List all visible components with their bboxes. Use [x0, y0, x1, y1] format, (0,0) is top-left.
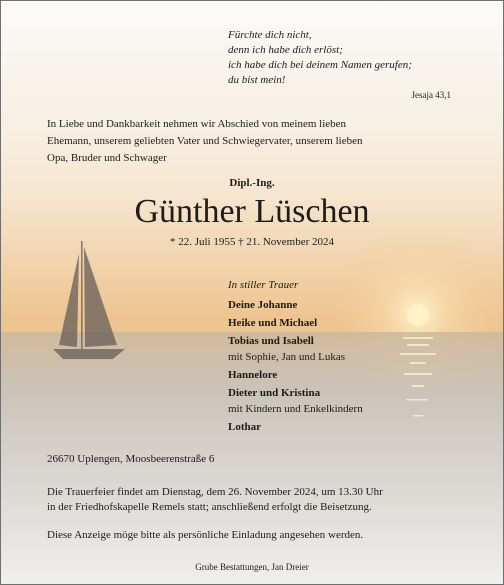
mourner-name: Heike und Michael — [228, 317, 318, 329]
mourner-note: mit Kindern und Enkelkindern — [228, 403, 363, 415]
mourners-list — [228, 277, 363, 435]
academic-title: Dipl.-Ing. — [229, 177, 275, 189]
life-dates: * 22. Juli 1955 † 21. November 2024 — [169, 236, 335, 248]
bible-quote — [228, 28, 412, 88]
quote-source: Jesaja 43,1 — [411, 90, 451, 100]
service-line: in der Friedhofskapelle Remels statt; anschließend erfolgt die Beisetzung. — [47, 501, 372, 513]
mourner-name: Dieter und Kristina — [228, 387, 321, 399]
undertaker-credit: Grube Bestattungen, Jan Dreier — [195, 562, 309, 572]
intro-line: Opa, Bruder und Schwager — [47, 152, 167, 164]
family-address: 26670 Uplengen, Moosbeerenstraße 6 — [47, 453, 215, 465]
service-info — [47, 485, 383, 515]
mourner-name: Tobias und Isabell — [228, 335, 314, 347]
intro-line: In Liebe und Dankbarkeit nehmen wir Abschied von meinem lieben — [47, 118, 347, 130]
quote-line: du bist mein! — [228, 74, 286, 86]
intro-line: Ehemann, unserem geliebten Vater und Schwiegervater, unserem lieben — [47, 135, 363, 147]
intro-text — [47, 116, 363, 167]
invitation-note: Diese Anzeige möge bitte als persönliche Einladung angesehen werden. — [47, 529, 364, 541]
mourner-name: Deine Johanne — [228, 299, 298, 311]
mourners-heading: In stiller Trauer — [228, 279, 299, 291]
deceased-name: Günther Lüschen — [134, 193, 370, 230]
quote-line: ich habe dich bei deinem Namen gerufen; — [228, 59, 412, 71]
quote-line: Fürchte dich nicht, — [228, 29, 312, 41]
service-line: Die Trauerfeier findet am Dienstag, dem 26. November 2024, um 13.30 Uhr — [47, 486, 383, 498]
sun — [407, 304, 429, 326]
mourner-name: Lothar — [228, 421, 261, 433]
mourner-note: mit Sophie, Jan und Lukas — [228, 351, 346, 363]
sailboat — [53, 241, 125, 359]
quote-line: denn ich habe dich erlöst; — [228, 44, 343, 56]
mourner-name: Hannelore — [228, 369, 278, 381]
